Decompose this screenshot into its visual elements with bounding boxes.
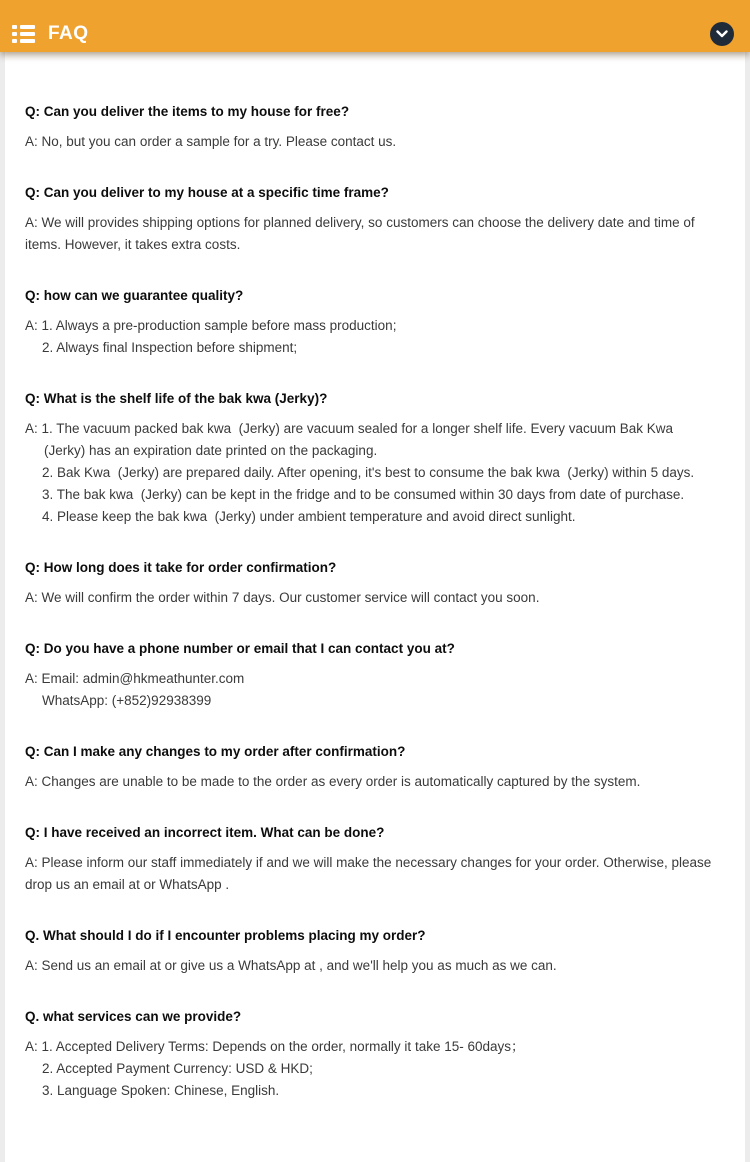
faq-question: Q: How long does it take for order confirmation?	[25, 560, 337, 575]
collapse-button[interactable]	[710, 22, 734, 46]
faq-answer	[25, 1036, 725, 1102]
faq-answer-line: A: 1. The vacuum packed bak kwa (Jerky) are vacuum sealed for a longer shelf life. Every vacuum Bak Kwa	[25, 421, 674, 436]
chevron-down-icon	[716, 30, 728, 38]
faq-question: Q. What should I do if I encounter problems placing my order?	[25, 928, 426, 943]
faq-answer-line: WhatsApp: (+852)92938399	[42, 693, 212, 708]
faq-item	[25, 286, 725, 359]
faq-answer-line: A: 1. Accepted Delivery Terms: Depends on the order, normally it take 15- 60days；	[25, 1039, 525, 1054]
faq-question: Q: Can you deliver the items to my house for free?	[25, 104, 350, 119]
faq-answer-line: A: Please inform our staff immediately if and we will make the necessary changes for your order. Otherwise, please drop us an email at or WhatsApp .	[25, 855, 716, 892]
faq-answer-line: (Jerky) has an expiration date printed on the packaging.	[44, 443, 378, 458]
faq-answer	[25, 131, 725, 153]
menu-icon-row	[12, 25, 35, 29]
menu-icon-row	[12, 32, 35, 36]
faq-answer-line: A: Email: admin@hkmeathunter.com	[25, 671, 245, 686]
faq-answer-line: A: 1. Always a pre-production sample before mass production;	[25, 318, 397, 333]
header-left	[12, 22, 89, 46]
faq-answer-line: A: We will confirm the order within 7 days. Our customer service will contact you soon.	[25, 590, 540, 605]
faq-item	[25, 389, 725, 528]
faq-question: Q: What is the shelf life of the bak kwa (Jerky)?	[25, 391, 328, 406]
faq-answer-line: 3. The bak kwa (Jerky) can be kept in the fridge and to be consumed within 30 days from date of purchase.	[42, 487, 685, 502]
faq-answer	[25, 668, 725, 712]
faq-item	[25, 639, 725, 712]
faq-answer-line: A: No, but you can order a sample for a try. Please contact us.	[25, 134, 397, 149]
faq-answer-line: A: Changes are unable to be made to the order as every order is automatically captured by the system.	[25, 774, 641, 789]
page-title: FAQ	[48, 23, 89, 44]
menu-icon-row	[12, 39, 35, 43]
header-bar	[0, 0, 750, 52]
faq-item	[25, 742, 725, 793]
faq-item	[25, 823, 725, 896]
faq-question: Q: I have received an incorrect item. What can be done?	[25, 825, 385, 840]
faq-answer-line: 2. Always final Inspection before shipment;	[42, 340, 298, 355]
faq-answer	[25, 587, 725, 609]
faq-question: Q: how can we guarantee quality?	[25, 288, 244, 303]
faq-question: Q: Can I make any changes to my order after confirmation?	[25, 744, 406, 759]
faq-answer-line: 2. Bak Kwa (Jerky) are prepared daily. After opening, it's best to consume the bak kwa (Jerky) within 5 days.	[42, 465, 695, 480]
faq-answer-line: A: Send us an email at or give us a WhatsApp at , and we'll help you as much as we can.	[25, 958, 557, 973]
faq-item	[25, 183, 725, 256]
faq-question: Q: Can you deliver to my house at a specific time frame?	[25, 185, 389, 200]
faq-answer-line: 3. Language Spoken: Chinese, English.	[42, 1083, 280, 1098]
faq-item	[25, 1007, 725, 1102]
faq-answer	[25, 418, 725, 528]
faq-item	[25, 926, 725, 977]
faq-page	[5, 52, 745, 1162]
faq-question: Q. what services can we provide?	[25, 1009, 242, 1024]
faq-answer-line: 2. Accepted Payment Currency: USD & HKD;	[42, 1061, 313, 1076]
faq-question: Q: Do you have a phone number or email that I can contact you at?	[25, 641, 455, 656]
faq-answer	[25, 852, 725, 896]
faq-list	[25, 102, 725, 1102]
faq-answer-line: A: We will provides shipping options for planned delivery, so customers can choose the delivery date and time of items. However, it takes extra costs.	[25, 215, 699, 252]
faq-item	[25, 558, 725, 609]
menu-list-icon[interactable]	[12, 23, 35, 45]
faq-answer	[25, 771, 725, 793]
faq-item	[25, 102, 725, 153]
faq-answer-line: 4. Please keep the bak kwa (Jerky) under ambient temperature and avoid direct sunlight.	[42, 509, 576, 524]
faq-answer	[25, 955, 725, 977]
faq-answer	[25, 315, 725, 359]
faq-answer	[25, 212, 725, 256]
